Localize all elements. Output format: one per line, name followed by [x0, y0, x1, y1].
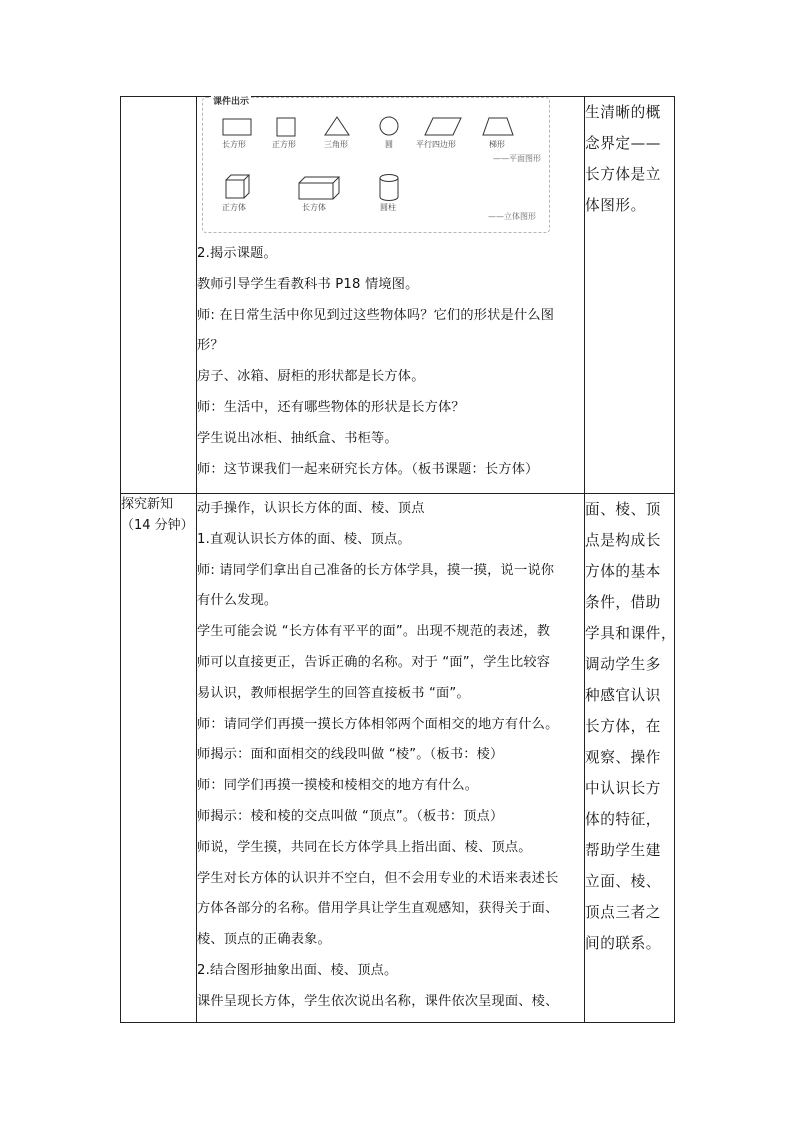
stage-cell	[121, 97, 197, 494]
square-shape	[277, 118, 295, 136]
intent-line: 点是构成长	[585, 532, 661, 549]
content-cell	[197, 97, 585, 494]
content-line: 师: 在日常生活中你见到过这些物体吗？它们的形状是什么图	[197, 307, 555, 323]
intent-line: 体的特征，	[585, 811, 661, 828]
shape-label: 平行四边形	[416, 140, 456, 149]
content-line: 2.结合图形抽象出面、棱、顶点。	[197, 962, 398, 978]
shape-label: 圆柱	[380, 203, 396, 212]
triangle-shape	[325, 117, 349, 135]
intent-line: 顶点三者之	[585, 904, 661, 921]
content-line: 学生可能会说 “长方体有平平的面”。出现不规范的表述，教	[197, 624, 551, 640]
shape-label: 长方形	[222, 140, 246, 149]
stage-cell	[121, 494, 197, 1023]
intent-line: 长方体是立	[585, 166, 661, 183]
figure-title: 课件出示	[211, 94, 251, 107]
intent-line: 方体的基本	[585, 563, 661, 580]
intent-line: 生清晰的概	[585, 104, 661, 121]
intent-cell	[585, 97, 675, 494]
content-line: 动手操作，认识长方体的面、棱、顶点	[197, 501, 425, 516]
content-line: 师：请同学们再摸一摸长方体相邻两个面相交的地方有什么。	[197, 716, 559, 732]
content-line: 师：这节课我们一起来研究长方体。（板书课题：长方体）	[197, 461, 539, 477]
courseware-figure	[202, 97, 550, 233]
circle-shape	[380, 117, 398, 135]
content-line: 易认识，教师根据学生的回答直接板书 “面”。	[197, 685, 470, 701]
content-line: 师可以直接更正，告诉正确的名称。对于 “面”，学生比较容	[197, 654, 551, 670]
content-line: 师：生活中，还有哪些物体的形状是长方体？	[197, 399, 465, 415]
shape-label: 正方体	[222, 203, 246, 212]
intent-line: 观察、操作	[585, 749, 661, 766]
lesson-plan-sheet	[120, 96, 677, 1024]
content-line: 师：同学们再摸一摸棱和棱相交的地方有什么。	[197, 778, 479, 794]
content-cell	[197, 494, 585, 1023]
content-line: 2.揭示课题。	[197, 246, 277, 261]
content-line: 有什么发现。	[197, 593, 278, 609]
content-line: 1.直观认识长方体的面、棱、顶点。	[197, 531, 411, 547]
intent-line: 间的联系。	[585, 935, 661, 952]
shape-label: 长方体	[302, 203, 326, 212]
intent-line: 体图形。	[585, 197, 646, 214]
content-line: 课件呈现长方体，学生依次说出名称，课件依次呈现面、棱、	[197, 993, 559, 1009]
content-line: 师揭示：棱和棱的交点叫做 “顶点”。（板书：顶点）	[197, 808, 504, 824]
intent-line: 种感官认识	[585, 687, 661, 704]
plane-figure-tag: ——平面图形	[493, 154, 541, 163]
rectangle-shape	[223, 119, 251, 135]
content-line: 方体各部分的名称。借用学具让学生直观感知，获得关于面、	[197, 901, 559, 917]
cylinder-shape	[380, 175, 398, 201]
content-line: 师: 请同学们拿出自己准备的长方体学具，摸一摸，说一说你	[197, 562, 555, 578]
lesson-table	[120, 96, 675, 1023]
intent-line: 长方体，在	[585, 718, 661, 735]
content-line: 学生对长方体的认识并不空白，但不会用专业的术语来表述长	[197, 870, 559, 886]
content-line: 形？	[197, 338, 224, 354]
shape-label: 三角形	[324, 140, 348, 149]
table-row	[121, 494, 675, 1023]
stage-duration: （14 分钟）	[121, 518, 194, 533]
content-line: 房子、冰箱、厨柜的形状都是长方体。	[197, 369, 425, 385]
content-line: 教师引导学生看教科书 P18 情境图。	[197, 276, 419, 292]
intent-line: 中认识长方	[585, 780, 661, 797]
shape-label: 圆	[385, 140, 393, 149]
trapezoid-shape	[483, 118, 513, 135]
cube-shape	[226, 175, 249, 198]
stage-label: 探究新知	[121, 497, 174, 512]
content-line: 棱、顶点的正确表象。	[197, 932, 331, 948]
shape-label: 正方形	[272, 140, 296, 149]
intent-line: 调动学生多	[585, 656, 661, 673]
content-line: 师说，学生摸，共同在长方体学具上指出面、棱、顶点。	[197, 839, 532, 855]
shape-label: 梯形	[489, 140, 505, 149]
intent-line: 帮助学生建	[585, 842, 661, 859]
intent-line: 面、棱、顶	[585, 501, 661, 518]
intent-line: 立面、棱、	[585, 873, 661, 890]
cuboid-shape	[299, 177, 339, 199]
parallelogram-shape	[425, 118, 461, 135]
content-line: 学生说出冰柜、抽纸盒、书柜等。	[197, 430, 398, 446]
intent-cell	[585, 494, 675, 1023]
solid-figure-tag: ——立体图形	[488, 212, 536, 221]
content-line: 师揭示：面和面相交的线段叫做 “棱”。（板书：棱）	[197, 747, 504, 763]
intent-line: 念界定——	[585, 135, 661, 152]
table-row	[121, 97, 675, 494]
intent-line: 学具和课件，	[585, 625, 677, 642]
intent-line: 条件，借助	[585, 594, 661, 611]
